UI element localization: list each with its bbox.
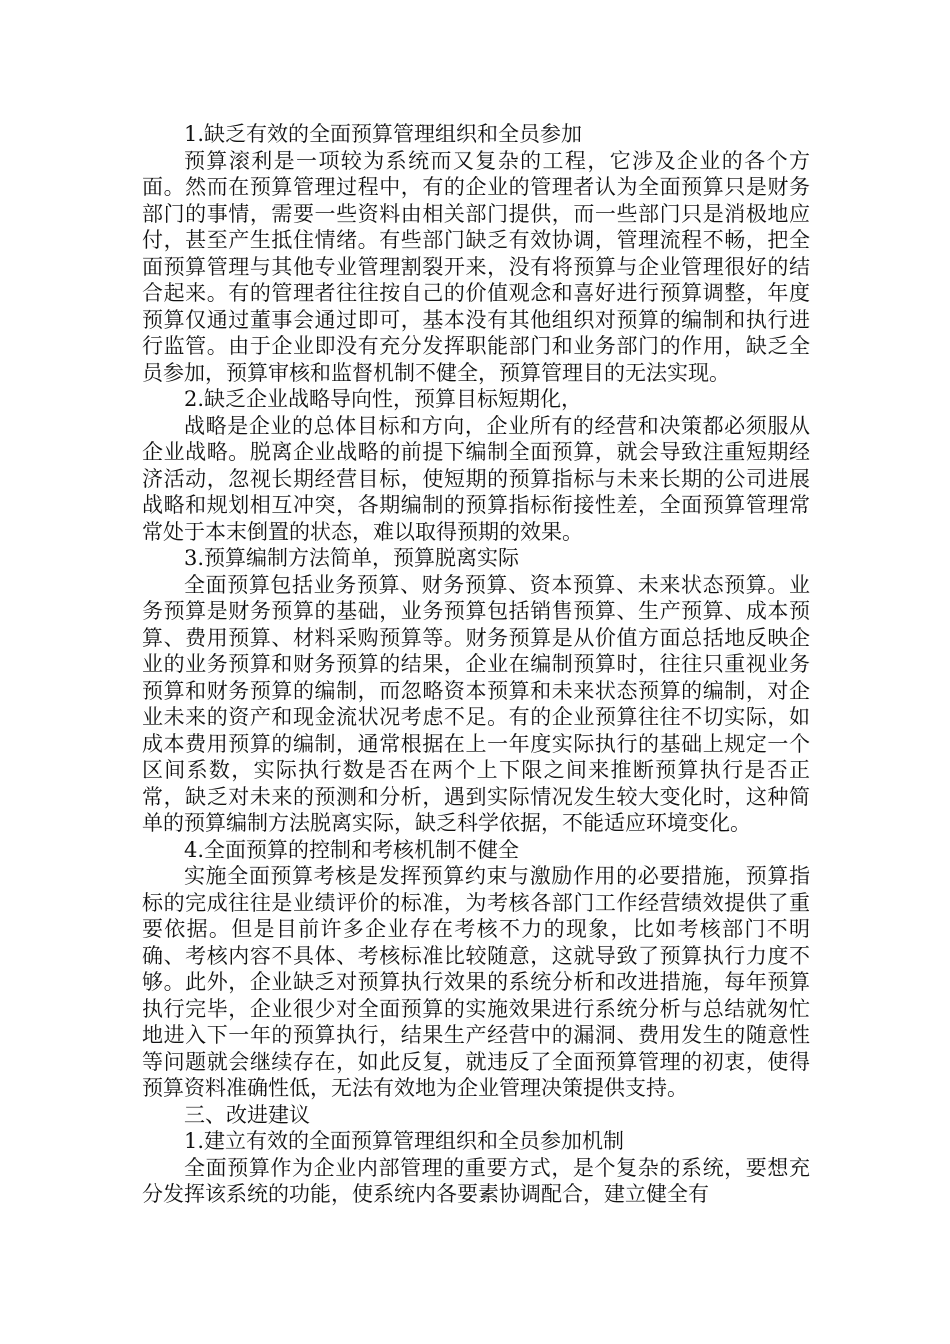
- body-paragraph: 全面预算作为企业内部管理的重要方式，是个复杂的系统，要想充分发挥该系统的功能，使系统内各要素协调配合，建立健全有: [142, 1155, 810, 1206]
- heading-lack-organization: 1.缺乏有效的全面预算管理组织和全员参加: [184, 122, 583, 146]
- body-paragraph: 预算滚利是一项较为系统而又复杂的工程，它涉及企业的各个方面。然而在预算管理过程中，有的企业的管理者认为全面预算只是财务部门的事情，需要一些资料由相关部门提供，而一些部门只是消极地应付，甚至产生抵住情绪。有些部门缺乏有效协调，管理流程不畅，把全面预算管理与其他专业管理割裂开来，没有将预算与企业管理很好的结合起来。有的管理者往往按自己的价值观念和喜好进行预算调整，年度预算仅通过董事会通过即可，基本没有其他组织对预算的编制和执行进行监管。由于企业即没有充分发挥职能部门和业务部门的作用，缺乏全员参加，预算审核和监督机制不健全，预算管理目的无法实现。: [142, 148, 810, 385]
- body-paragraph: 全面预算包括业务预算、财务预算、资本预算、未来状态预算。业务预算是财务预算的基础，业务预算包括销售预算、生产预算、成本预算、费用预算、材料采购预算等。财务预算是从价值方面总括地反映企业的业务预算和财务预算的结果，企业在编制预算时，往往只重视业务预算和财务预算的编制，而忽略资本预算和未来状态预算的编制，对企业未来的资产和现金流状况考虑不足。有的企业预算往往不切实际，如成本费用预算的编制，通常根据在上一年度实际执行的基础上规定一个区间系数，实际执行数是否在两个上下限之间来推断预算执行是否正常，缺乏对未来的预测和分析，遇到实际情况发生较大变化时，这种简单的预算编制方法脱离实际，缺乏科学依据，不能适应环境变化。: [142, 572, 810, 835]
- body-paragraph: 战略是企业的总体目标和方向，企业所有的经营和决策都必须服从企业战略。脱离企业战略的前提下编制全面预算，就会导致注重短期经济活动，忽视长期经营目标，使短期的预算指标与未来长期的公司进展战略和规划相互冲突，各期编制的预算指标衔接性差，全面预算管理常常处于本末倒置的状态，难以取得预期的效果。: [142, 413, 810, 544]
- heading-control-assessment: 4.全面预算的控制和考核机制不健全: [184, 837, 520, 862]
- heading-build-organization: 1.建立有效的全面预算管理组织和全员参加机制: [184, 1129, 625, 1153]
- heading-simple-method: 3.预算编制方法简单，预算脱离实际: [184, 546, 520, 570]
- document-body: [142, 121, 810, 1208]
- heading-lack-strategy: 2.缺乏企业战略导向性，预算目标短期化，: [184, 387, 583, 411]
- section-heading-suggestions: 三、改进建议: [184, 1102, 310, 1127]
- body-paragraph: 实施全面预算考核是发挥预算约束与激励作用的必要措施，预算指标的完成往往是业绩评价的标准，为考核各部门工作经营绩效提供了重要依据。但是目前许多企业存在考核不力的现象，比如考核部门不明确、考核内容不具体、考核标准比较随意，这就导致了预算执行力度不够。此外，企业缺乏对预算执行效果的系统分析和改进措施，每年预算执行完毕，企业很少对全面预算的实施效果进行系统分析与总结就匆忙地进入下一年的预算执行，结果生产经营中的漏洞、费用发生的随意性等问题就会继续存在，如此反复，就违反了全面预算管理的初衷，使得预算资料准确性低，无法有效地为企业管理决策提供支持。: [142, 864, 810, 1100]
